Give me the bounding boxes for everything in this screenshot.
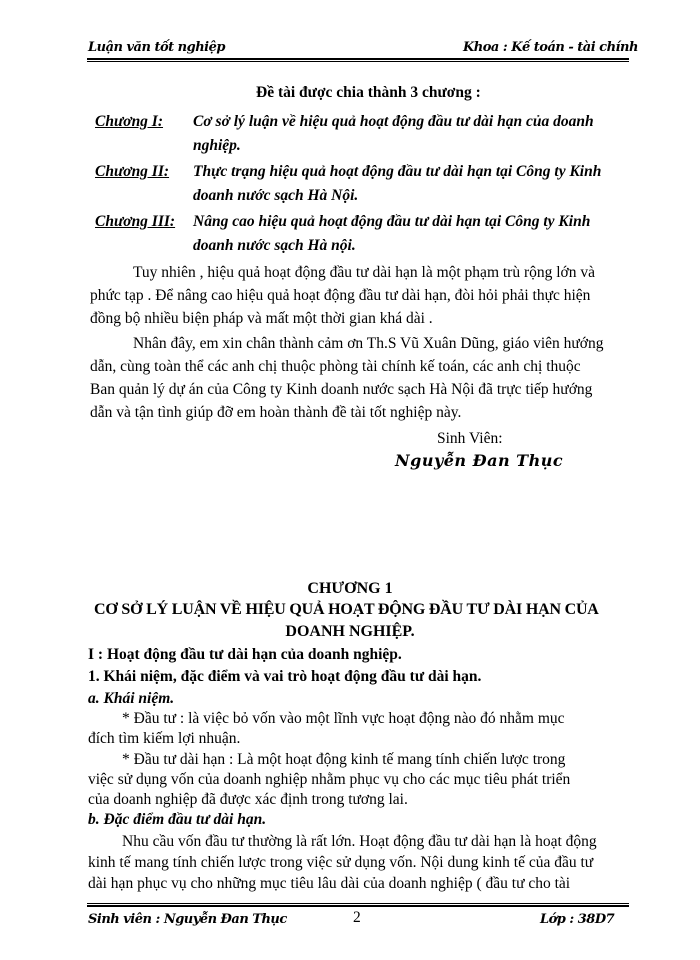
paragraph-line: Tuy nhiên , hiệu quả hoạt động đầu tư dài hạn là một phạm trù rộng lớn và [133, 264, 596, 281]
chapter-desc: doanh nước sạch Hà Nội. [193, 187, 359, 204]
paragraph-line: đích tìm kiếm lợi nhuận. [88, 730, 241, 747]
paragraph-line: dẫn, cùng toàn thể các anh chị thuộc phòng tài chính kế toán, các anh chị thuộc [90, 358, 581, 375]
paragraph-line: Ban quản lý dự án của Công ty Kinh doanh nước sạch Hà Nội đã trực tiếp hướng [90, 381, 593, 398]
header-rule [87, 58, 629, 60]
chapter-title-line: CƠ SỞ LÝ LUẬN VỀ HIỆU QUẢ HOẠT ĐỘNG ĐẦU TƯ DÀI HẠN CỦA [94, 601, 599, 618]
chapter-label: Chương I: [95, 113, 164, 130]
paragraph-line: dài hạn phục vụ cho những mục tiêu lâu dài của doanh nghiệp ( đầu tư cho tài [88, 875, 571, 892]
signature-name: Nguyễn Đan Thục [395, 451, 564, 470]
page-number: 2 [353, 909, 361, 926]
section-heading-I: I : Hoạt động đầu tư dài hạn của doanh nghiệp. [88, 646, 402, 663]
paragraph-line: việc sử dụng vốn của doanh nghiệp nhằm phục vụ cho các mục tiêu phát triển [88, 771, 571, 788]
footer-left: Sinh viên : Nguyễn Đan Thục [88, 912, 287, 927]
paragraph-line: của doanh nghiệp đã được xác định trong tương lai. [88, 791, 408, 808]
paragraph-line: * Đầu tư : là việc bỏ vốn vào một lĩnh vực hoạt động nào đó nhằm mục [122, 710, 565, 727]
sub-heading-b: b. Đặc điểm đầu tư dài hạn. [88, 811, 267, 828]
paragraph-line: Nhu cầu vốn đầu tư thường là rất lớn. Hoạt động đầu tư dài hạn là hoạt động [122, 833, 597, 850]
paragraph-line: kinh tế mang tính chiến lược trong việc sử dụng vốn. Nội dung kinh tế của đầu tư [88, 854, 594, 871]
chapter-desc: doanh nước sạch Hà nội. [193, 237, 356, 254]
running-header-right: Khoa : Kế toán - tài chính [463, 40, 638, 55]
chapter-desc: nghiệp. [193, 137, 241, 154]
chapter-label: Chương II: [95, 163, 170, 180]
chapter-desc: Nâng cao hiệu quả hoạt động đầu tư dài hạn tại Công ty Kinh [193, 213, 591, 230]
intro-line: Đề tài được chia thành 3 chương : [256, 84, 481, 101]
chapter-desc: Cơ sở lý luận về hiệu quả hoạt động đầu tư dài hạn của doanh [193, 113, 594, 130]
chapter-label: Chương III: [95, 213, 176, 230]
chapter-number: CHƯƠNG 1 [307, 580, 393, 597]
header-rule-thin [87, 61, 629, 62]
chapter-title-line: DOANH NGHIỆP. [285, 623, 415, 640]
section-heading-1: 1. Khái niệm, đặc điểm và vai trò hoạt động đầu tư dài hạn. [88, 668, 482, 685]
paragraph-line: đồng bộ nhiều biện pháp và mất một thời gian khá dài . [90, 310, 433, 327]
footer-rule-thin [87, 903, 629, 904]
paragraph-line: dẫn và tận tình giúp đỡ em hoàn thành đề tài tốt nghiệp này. [90, 404, 462, 421]
footer-right: Lớp : 38D7 [540, 912, 615, 927]
paragraph-line: phức tạp . Để nâng cao hiệu quả hoạt động đầu tư dài hạn, đòi hỏi phải thực hiện [90, 287, 591, 304]
running-header-left: Luận văn tốt nghiệp [88, 40, 225, 55]
signature-label: Sinh Viên: [437, 430, 503, 447]
paragraph-line: Nhân đây, em xin chân thành cảm ơn Th.S Vũ Xuân Dũng, giáo viên hướng [133, 335, 604, 352]
sub-heading-a: a. Khái niệm. [88, 690, 175, 707]
paragraph-line: * Đầu tư dài hạn : Là một hoạt động kinh tế mang tính chiến lược trong [122, 751, 566, 768]
chapter-desc: Thực trạng hiệu quả hoạt động đầu tư dài hạn tại Công ty Kinh [193, 163, 602, 180]
